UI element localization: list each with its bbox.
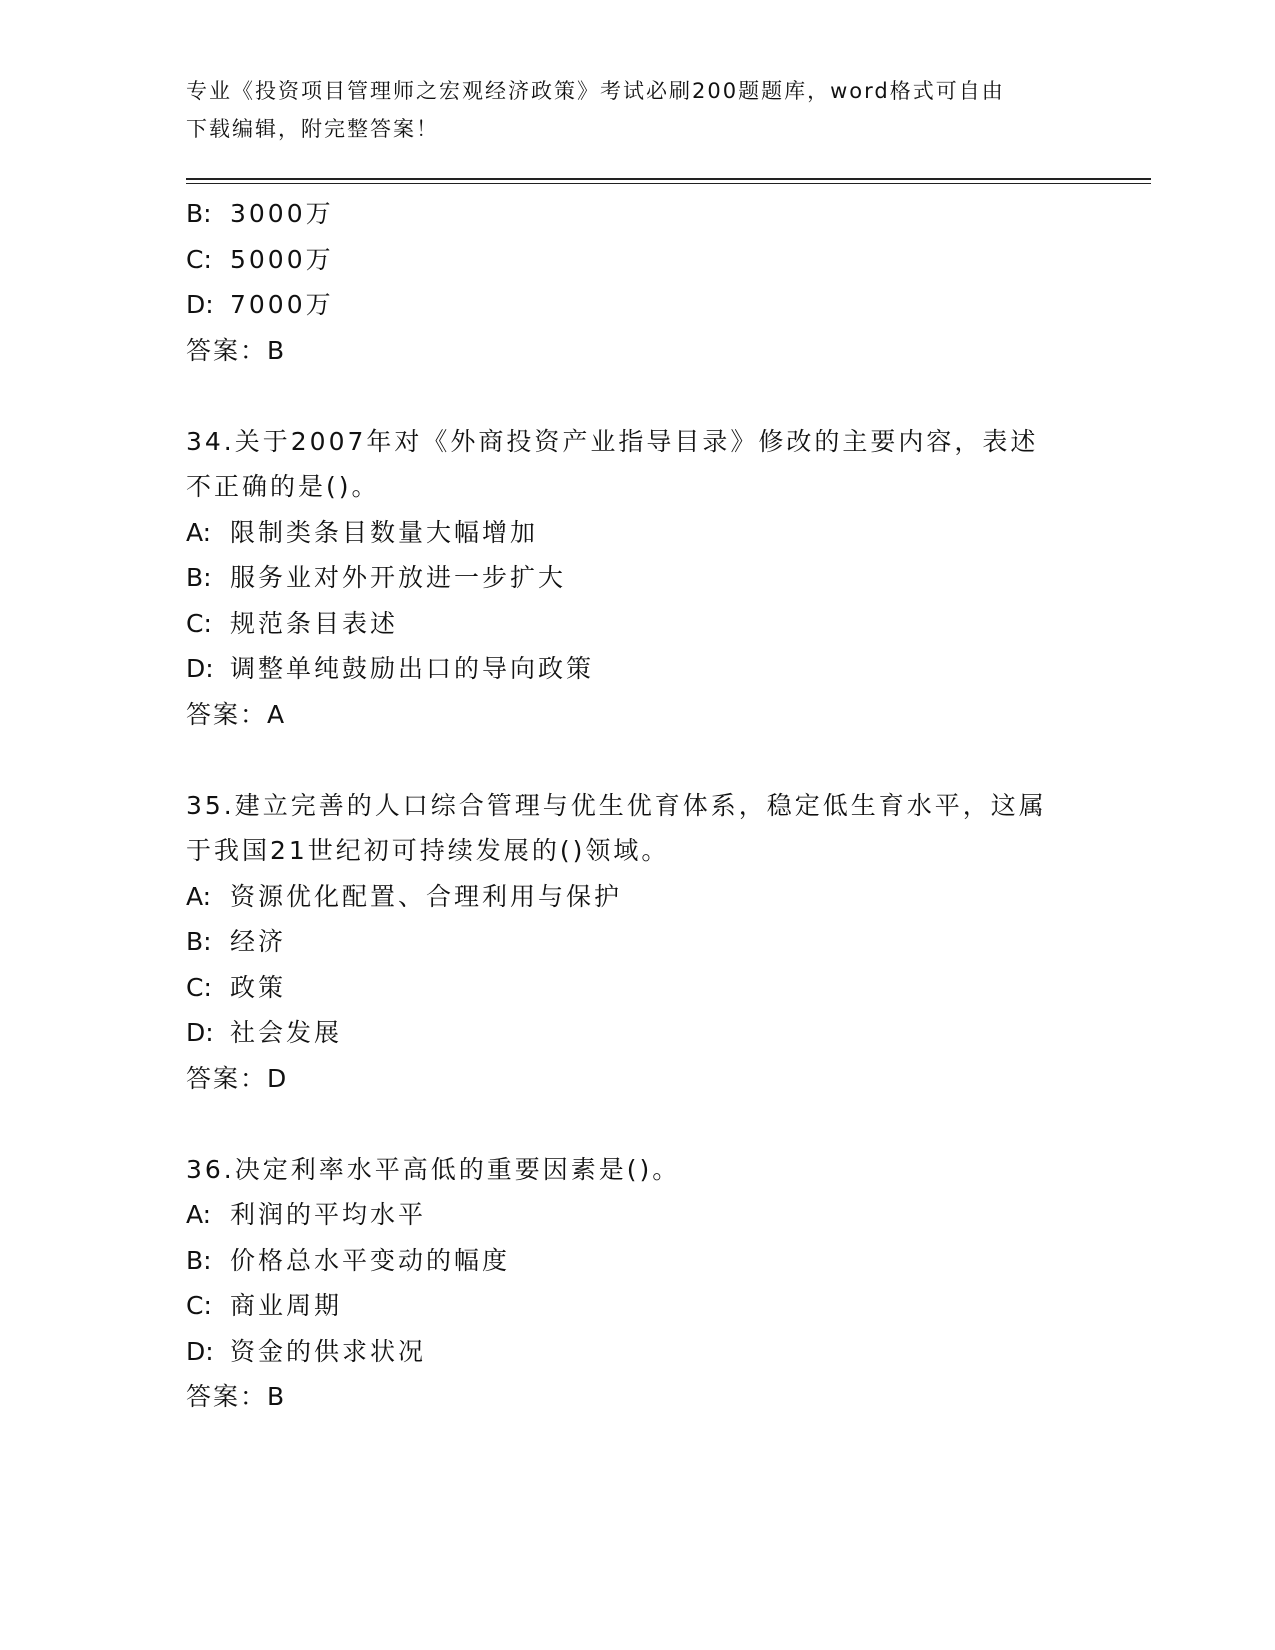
answer-line: 答案：A bbox=[186, 699, 287, 729]
option-key: B: bbox=[186, 199, 212, 228]
option-line bbox=[186, 646, 1086, 692]
option-line bbox=[186, 1010, 1086, 1056]
option-text: 经济 bbox=[230, 927, 287, 956]
option-text: 资金的供求状况 bbox=[230, 1336, 427, 1366]
spacer bbox=[186, 737, 1086, 783]
option-line bbox=[186, 601, 1086, 647]
option-text: 社会发展 bbox=[230, 1018, 343, 1047]
option-key: D: bbox=[186, 1336, 214, 1366]
option-key: A: bbox=[186, 517, 212, 547]
question-stem: 不正确的是()。 bbox=[186, 472, 380, 501]
option-line bbox=[186, 282, 1086, 328]
option-key: C: bbox=[186, 608, 212, 638]
option-key: C: bbox=[186, 244, 212, 274]
option-line bbox=[186, 874, 1086, 920]
option-text: 价格总水平变动的幅度 bbox=[230, 1245, 511, 1275]
option-line bbox=[186, 1329, 1086, 1375]
option-text: 利润的平均水平 bbox=[230, 1200, 427, 1229]
option-key: B: bbox=[186, 927, 212, 956]
option-text: 3000万 bbox=[230, 199, 334, 228]
option-key: D: bbox=[186, 654, 214, 683]
option-line bbox=[186, 510, 1086, 556]
header-line-1: 专业《投资项目管理师之宏观经济政策》考试必刷200题题库，word格式可自由 bbox=[186, 79, 1005, 103]
option-key: B: bbox=[186, 1245, 212, 1275]
option-line bbox=[186, 555, 1086, 601]
option-text: 5000万 bbox=[230, 244, 334, 274]
option-line bbox=[186, 965, 1086, 1011]
option-text: 政策 bbox=[230, 972, 287, 1002]
question-content bbox=[186, 191, 1086, 1420]
option-key: D: bbox=[186, 1018, 214, 1047]
option-key: C: bbox=[186, 972, 212, 1002]
option-line bbox=[186, 237, 1086, 283]
option-text: 规范条目表述 bbox=[230, 608, 399, 638]
option-text: 资源优化配置、合理利用与保护 bbox=[230, 881, 623, 911]
option-key: B: bbox=[186, 563, 212, 592]
question-stem: 35.建立完善的人口综合管理与优生优育体系，稳定低生育水平，这属 bbox=[186, 790, 1047, 820]
option-key: D: bbox=[186, 290, 214, 319]
question-stem: 于我国21世纪初可持续发展的()领域。 bbox=[186, 836, 670, 865]
spacer bbox=[186, 373, 1086, 419]
header-divider-thin bbox=[186, 183, 1151, 184]
option-key: A: bbox=[186, 1200, 212, 1229]
option-key: C: bbox=[186, 1291, 212, 1320]
header-divider-thick bbox=[186, 178, 1151, 180]
header-line-2: 下载编辑，附完整答案！ bbox=[186, 117, 439, 141]
answer-line: 答案：B bbox=[186, 1382, 287, 1411]
option-text: 调整单纯鼓励出口的导向政策 bbox=[230, 654, 595, 683]
option-line bbox=[186, 1192, 1086, 1238]
option-text: 服务业对外开放进一步扩大 bbox=[230, 563, 567, 592]
option-line bbox=[186, 919, 1086, 965]
answer-line: 答案：D bbox=[186, 1063, 289, 1093]
answer-line: 答案：B bbox=[186, 335, 287, 365]
question-stem: 36.决定利率水平高低的重要因素是()。 bbox=[186, 1154, 681, 1184]
option-line bbox=[186, 1283, 1086, 1329]
option-text: 7000万 bbox=[230, 290, 334, 319]
option-text: 商业周期 bbox=[230, 1291, 343, 1320]
option-key: A: bbox=[186, 881, 212, 911]
option-text: 限制类条目数量大幅增加 bbox=[230, 517, 539, 547]
document-header bbox=[186, 72, 1066, 148]
option-line bbox=[186, 1238, 1086, 1284]
option-line bbox=[186, 191, 1086, 237]
spacer bbox=[186, 1101, 1086, 1147]
question-stem: 34.关于2007年对《外商投资产业指导目录》修改的主要内容，表述 bbox=[186, 426, 1039, 456]
